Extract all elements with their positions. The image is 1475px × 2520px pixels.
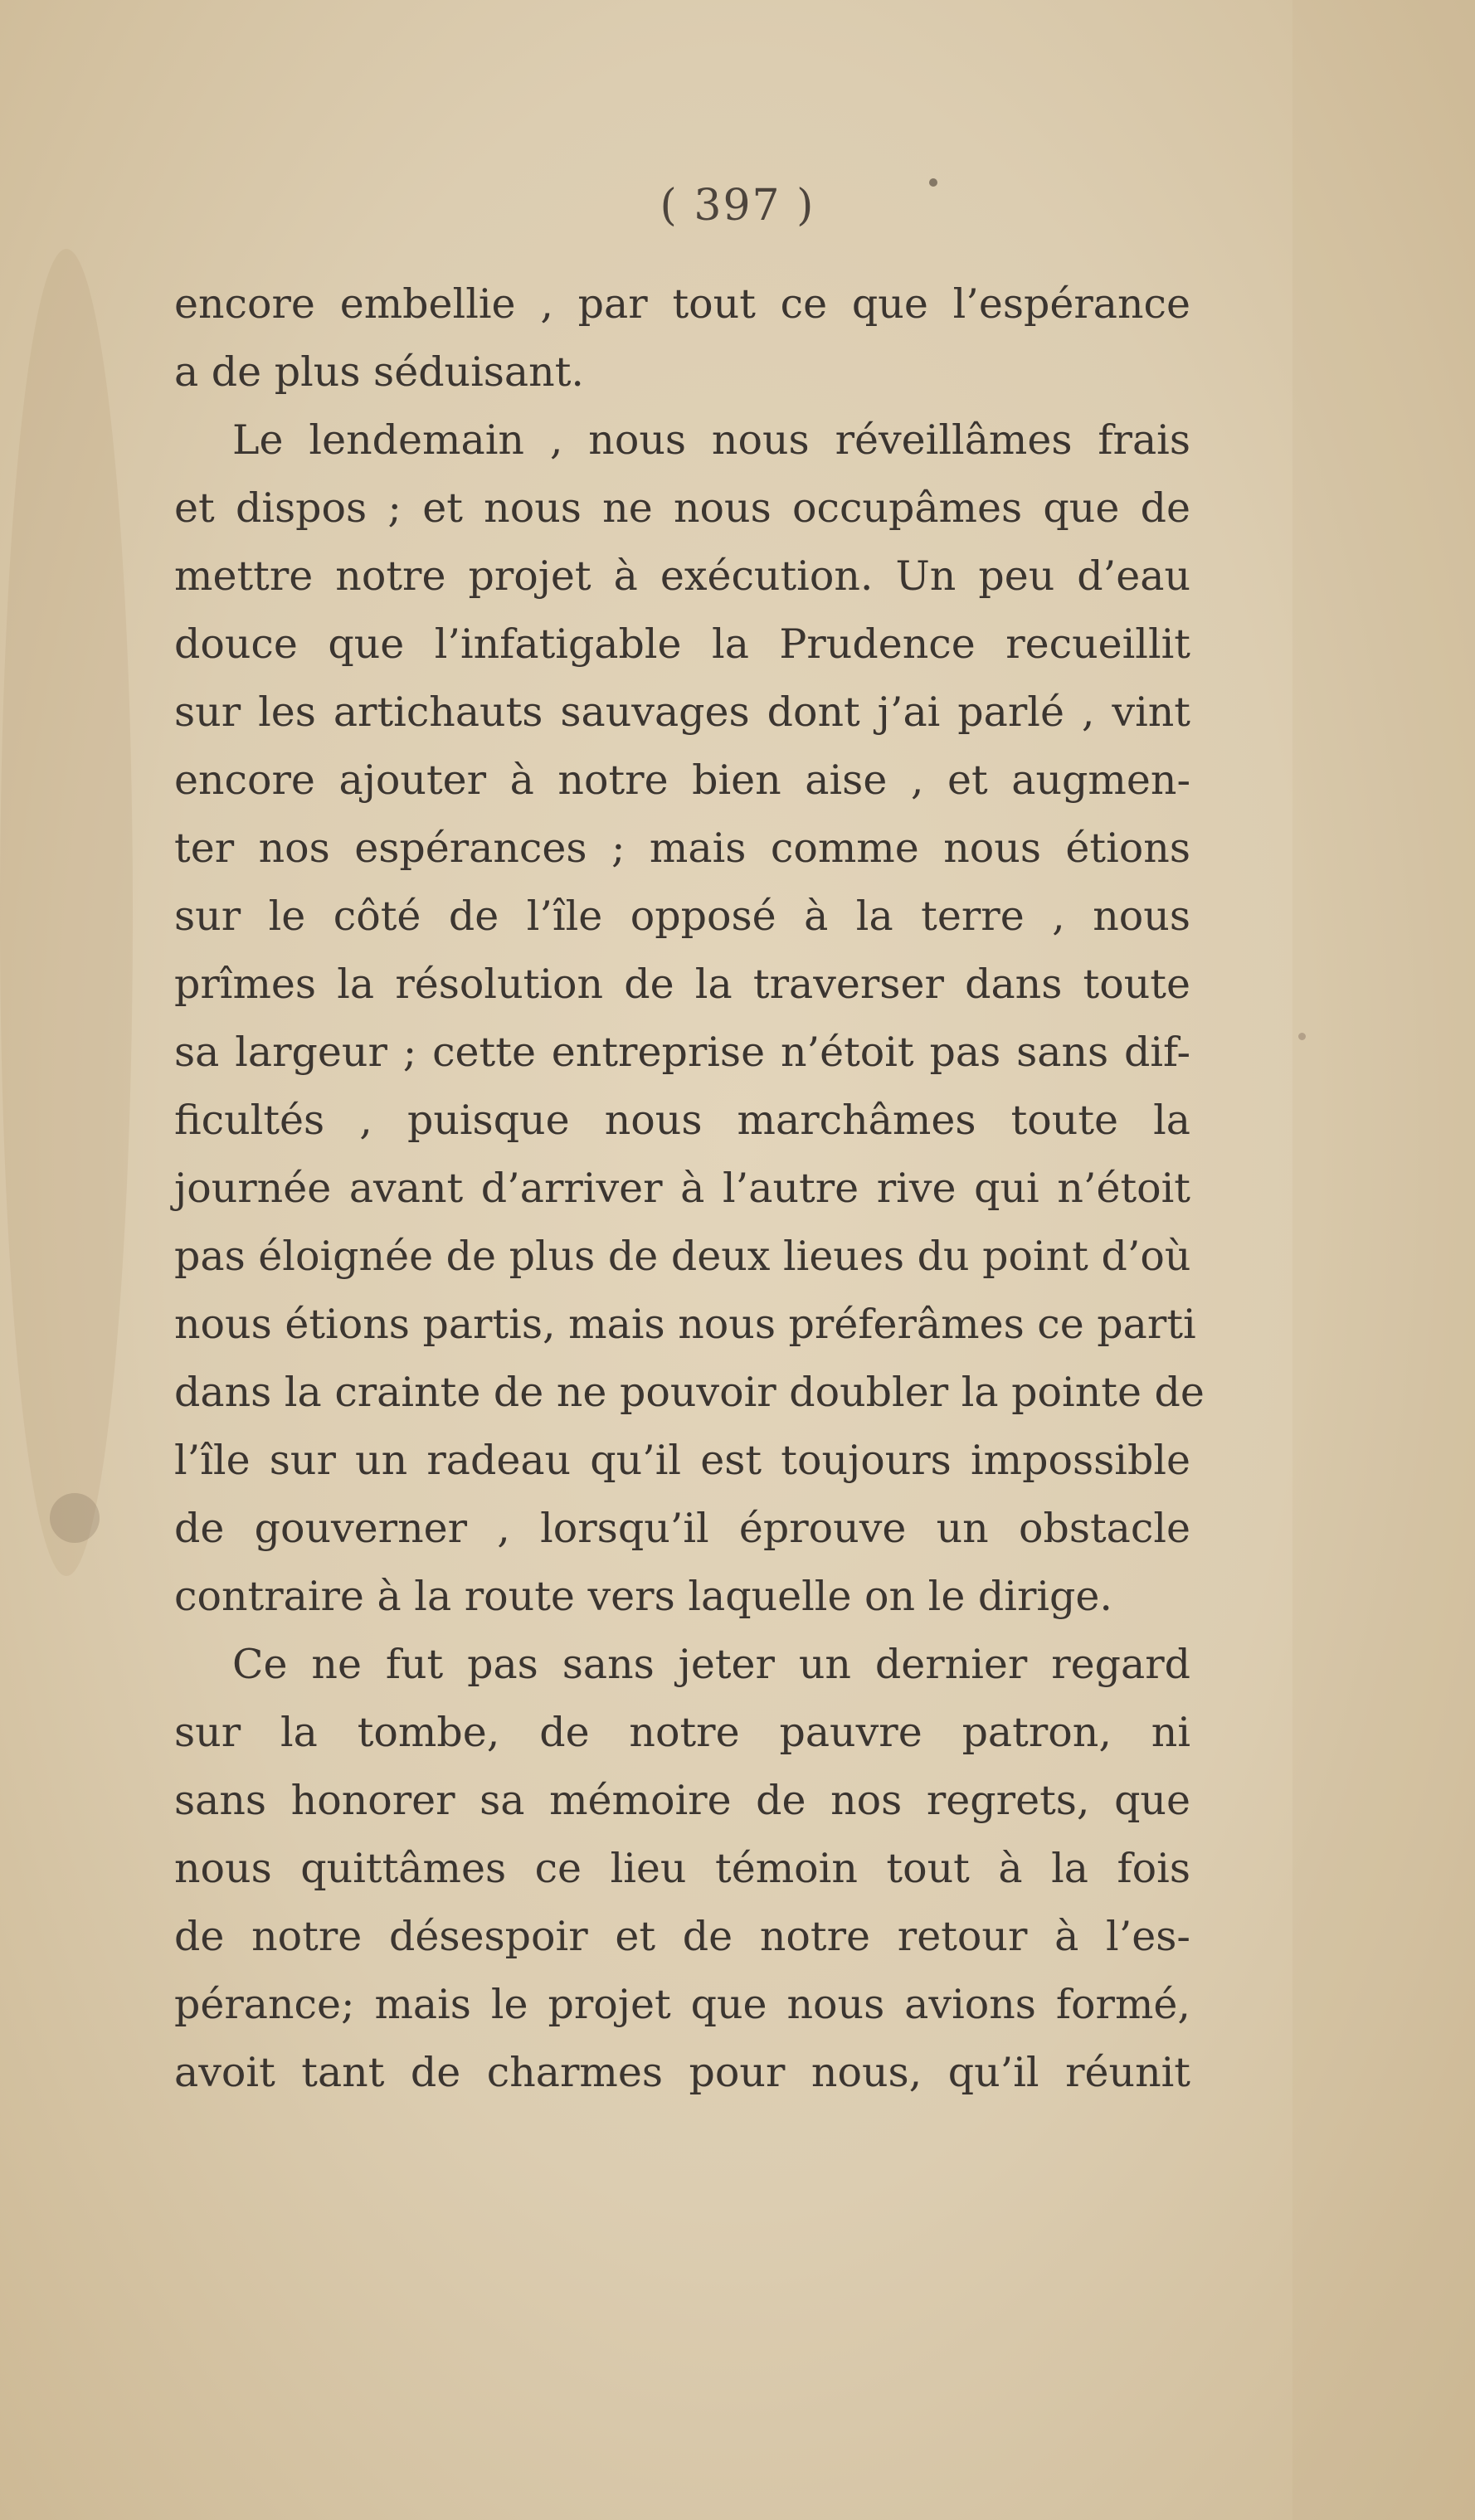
text-line: prîmes la résolution de la traverser dans toute [174,961,1190,1008]
text-line: sur la tombe, de notre pauvre patron, ni [174,1709,1190,1756]
text-line: sa largeur ; cette entreprise n’étoit pas sans dif- [174,1029,1190,1076]
ink-speck [1298,1033,1306,1040]
text-line: sans honorer sa mémoire de nos regrets, que [174,1777,1190,1824]
text-line: de notre désespoir et de notre retour à l’es- [174,1913,1190,1960]
body-text [174,270,1205,2107]
text-line: journée avant d’arriver à l’autre rive qui n’étoit [174,1165,1190,1212]
text-line: contraire à la route vers laquelle on le dirige. [174,1573,1112,1620]
text-line: l’île sur un radeau qu’il est toujours impossible [174,1437,1190,1484]
text-line: nous quittâmes ce lieu témoin tout à la fois [174,1845,1190,1892]
text-line: mettre notre projet à exécution. Un peu d’eau [174,552,1190,600]
text-line: Le lendemain , nous nous réveillâmes frais [232,416,1190,464]
paper-stain [0,249,133,1576]
text-line: douce que l’infatigable la Prudence recueillit [174,620,1190,668]
text-line: nous étions partis, mais nous préferâmes ce parti [174,1301,1196,1348]
text-line: avoit tant de charmes pour nous, qu’il réunit [174,2049,1190,2096]
text-line: pas éloignée de plus de deux lieues du point d’où [174,1233,1191,1280]
text-line: sur les artichauts sauvages dont j’ai parlé , vint [174,688,1190,736]
text-line: de gouverner , lorsqu’il éprouve un obstacle [174,1505,1190,1552]
text-line: a de plus séduisant. [174,348,584,396]
text-line: sur le côté de l’île opposé à la terre , nous [174,893,1190,940]
text-line: pérance; mais le projet que nous avions formé, [174,1981,1190,2028]
paper-stain [50,1493,100,1543]
text-line: ter nos espérances ; mais comme nous étions [174,825,1190,872]
text-line: dans la crainte de ne pouvoir doubler la pointe de [174,1369,1205,1416]
paper-stain [1292,0,1475,2520]
text-line: et dispos ; et nous ne nous occupâmes que de [174,484,1190,532]
text-line: Ce ne fut pas sans jeter un dernier regard [232,1641,1190,1688]
text-line: encore embellie , par tout ce que l’espérance [174,280,1190,328]
text-line: encore ajouter à notre bien aise , et augmen- [174,756,1190,804]
text-line: ficultés , puisque nous marchâmes toute la [174,1097,1190,1144]
page-number: ( 397 ) [660,181,815,231]
